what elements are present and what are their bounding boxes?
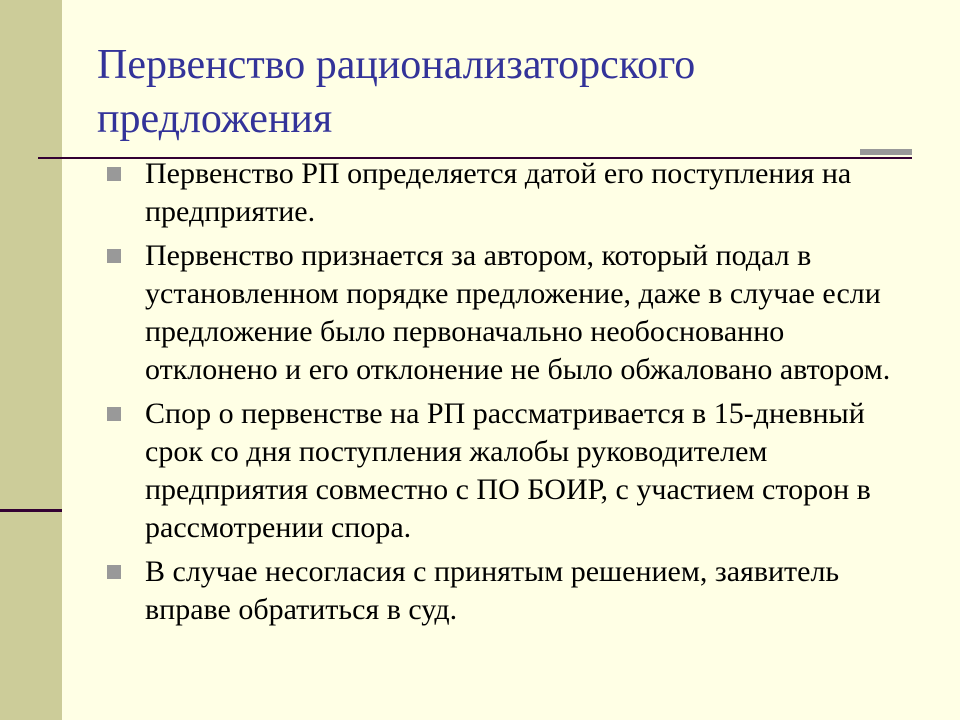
bullet-text: Первенство признается за автором, который подал в установленном порядке предложение, даже в случае если предложение было первоначально необоснованно отклонено и его отклонение не было обжаловано автором.: [145, 239, 891, 386]
band-divider: [0, 509, 62, 512]
square-bullet-icon: [107, 407, 121, 421]
bullet-item: [107, 553, 907, 629]
slide-title: Первенство рационализаторского предложения: [97, 42, 696, 142]
bullet-item: [107, 155, 907, 231]
bullet-item: [107, 395, 907, 547]
square-bullet-icon: [107, 249, 121, 263]
bullet-text: Первенство РП определяется датой его поступления на предприятие.: [145, 157, 852, 228]
left-decorative-band: [0, 0, 62, 720]
square-bullet-icon: [107, 167, 121, 181]
bullet-text: В случае несогласия с принятым решением, заявитель вправе обратиться в суд.: [145, 555, 840, 626]
bullet-list: [107, 155, 907, 635]
bullet-item: [107, 237, 907, 389]
square-bullet-icon: [107, 565, 121, 579]
bullet-text: Спор о первенстве на РП рассматривается в 15-дневный срок со дня поступления жалобы руководителем предприятия совместно с ПО БОИР, с участием сторон в рассмотрении спора.: [145, 397, 871, 544]
